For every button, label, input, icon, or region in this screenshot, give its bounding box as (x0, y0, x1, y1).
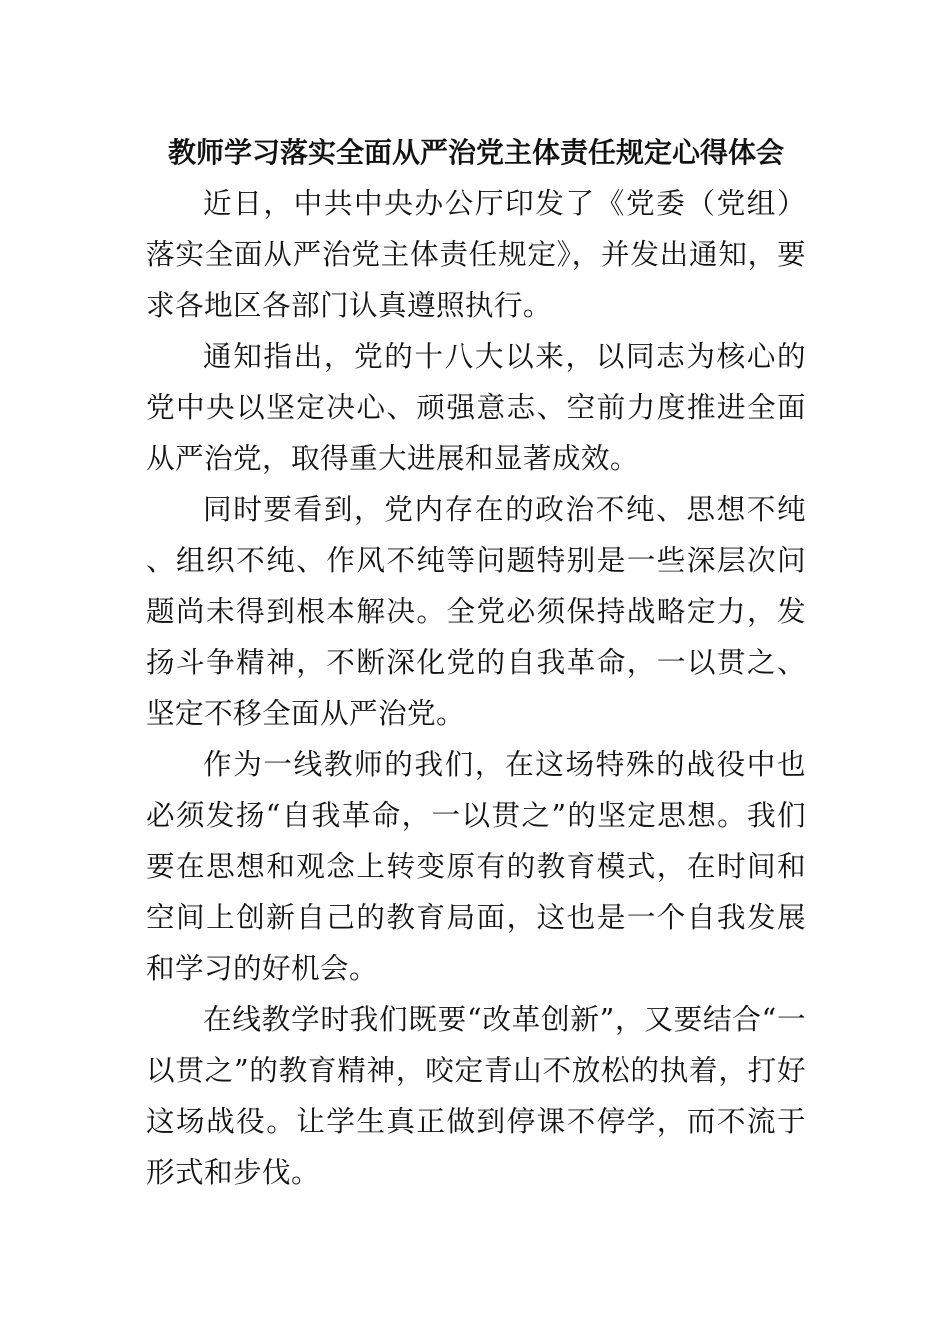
paragraph-4: 作为一线教师的我们，在这场特殊的战役中也必须发扬“自我革命，一以贯之”的坚定思想。我们要在思想和观念上转变原有的教育模式，在时间和空间上创新自己的教育局面，这也是一个自我发展和学习的好机会。 (146, 747, 806, 985)
paragraph-1: 近日，中共中央办公厅印发了《党委（党组）落实全面从严治党主体责任规定》，并发出通知，要求各地区各部门认真遵照执行。 (146, 186, 806, 322)
document-title: 教师学习落实全面从严治党主体责任规定心得体会 (167, 136, 784, 169)
paragraph-2: 通知指出，党的十八大以来，以同志为核心的党中央以坚定决心、顽强意志、空前力度推进全面从严治党，取得重大进展和显著成效。 (146, 339, 806, 475)
paragraph-5: 在线教学时我们既要“改革创新”，又要结合“一以贯之”的教育精神，咬定青山不放松的执着，打好这场战役。让学生真正做到停课不停学，而不流于形式和步伐。 (146, 1002, 806, 1189)
document-page (146, 128, 806, 1198)
paragraph-3: 同时要看到，党内存在的政治不纯、思想不纯、组织不纯、作风不纯等问题特别是一些深层次问题尚未得到根本解决。全党必须保持战略定力，发扬斗争精神，不断深化党的自我革命，一以贯之、坚定不移全面从严治党。 (146, 492, 806, 730)
